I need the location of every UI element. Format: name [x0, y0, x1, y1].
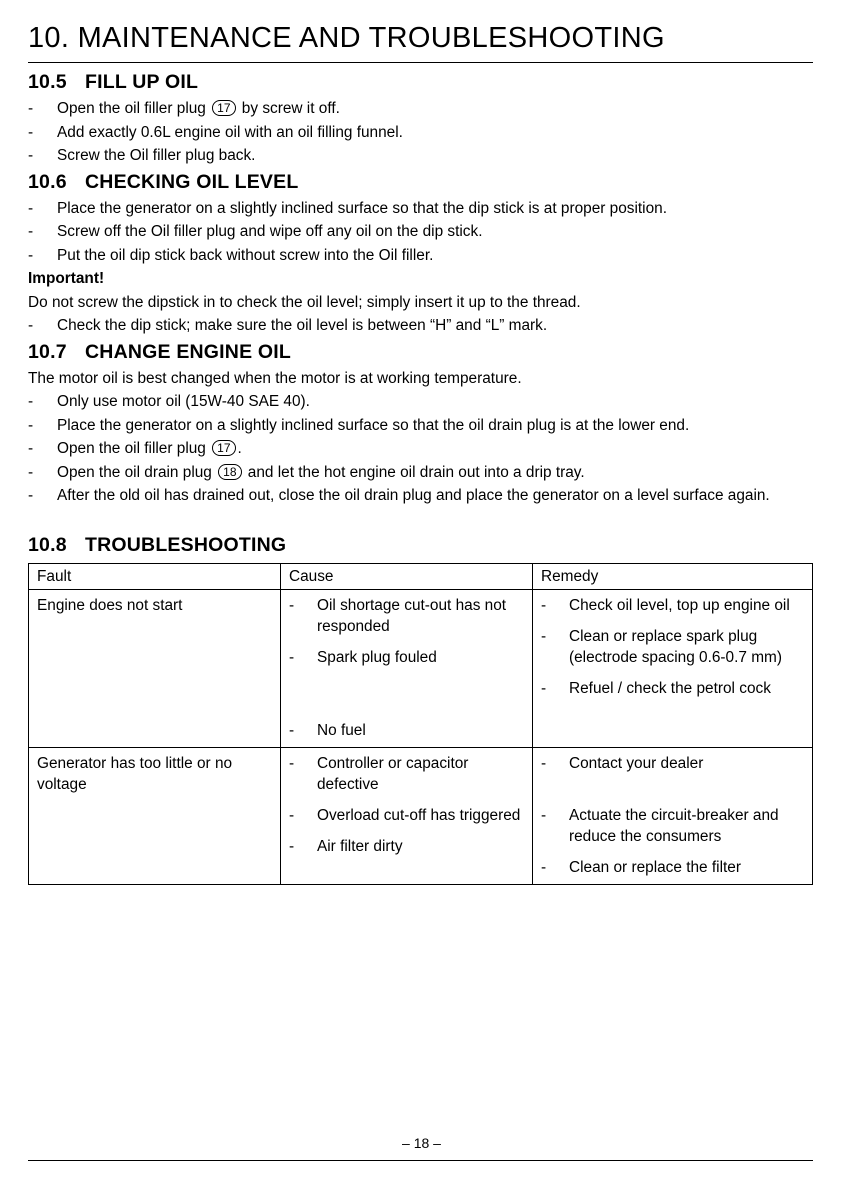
- bullet-dash: -: [541, 754, 547, 772]
- fault-text: Engine does not start: [37, 596, 183, 614]
- item-text: Check the dip stick; make sure the oil level is between “H” and “L” mark.: [57, 317, 548, 334]
- item-text: Put the oil dip stick back without screw into the Oil filler.: [57, 246, 434, 264]
- list-item: [28, 197, 818, 221]
- bullet-dash: -: [28, 440, 34, 457]
- section-number: 10.8: [28, 533, 67, 556]
- page-number: – 18 –: [402, 1135, 441, 1151]
- cause-text: Oil shortage cut-out has not responded: [317, 596, 507, 635]
- table-header-row: [29, 563, 813, 589]
- list-item: [28, 244, 818, 268]
- item-text: Open the oil drain plug: [57, 463, 212, 481]
- item-text: by screw it off.: [241, 100, 340, 117]
- section-number: 10.5: [28, 71, 67, 93]
- column-header-cause: Cause: [281, 563, 533, 589]
- list-item: [28, 414, 818, 438]
- remedy-text: Clean or replace spark plug (electrode spacing 0.6-0.7 mm): [569, 627, 782, 666]
- item-text: .: [237, 440, 242, 457]
- bullet-dash: -: [289, 837, 295, 855]
- column-header-remedy: Remedy: [533, 563, 813, 589]
- list-item: [28, 144, 818, 168]
- cause-cell: [281, 589, 533, 747]
- list-item: [28, 390, 818, 414]
- item-text: After the old oil has drained out, close the oil drain plug and place the generator on a level surface again.: [57, 487, 770, 504]
- cause-entry: [289, 647, 525, 668]
- page-title: 10. MAINTENANCE AND TROUBLESHOOTING: [28, 22, 665, 54]
- bullet-dash: -: [28, 100, 34, 117]
- bullet-dash: -: [289, 721, 295, 739]
- section-intro: The motor oil is best changed when the motor is at working temperature.: [28, 369, 522, 387]
- bullet-dash: -: [28, 223, 34, 240]
- item-text: Place the generator on a slightly inclined surface so that the dip stick is at proper position.: [57, 199, 667, 217]
- cause-text: Air filter dirty: [317, 837, 403, 855]
- section-heading-change-oil: [28, 338, 818, 367]
- section-number: 10.7: [28, 340, 67, 363]
- bullet-dash: -: [28, 123, 34, 141]
- bullet-dash: -: [28, 246, 34, 264]
- cause-text: Spark plug fouled: [317, 648, 437, 666]
- bullet-dash: -: [28, 147, 34, 164]
- bullet-dash: -: [28, 317, 34, 334]
- cause-text: No fuel: [317, 721, 366, 739]
- part-reference-badge: 17: [212, 100, 235, 116]
- bullet-dash: -: [541, 679, 547, 697]
- item-text: Open the oil filler plug: [57, 440, 206, 457]
- item-text: Add exactly 0.6L engine oil with an oil filling funnel.: [57, 123, 403, 141]
- bullet-dash: -: [289, 596, 295, 614]
- remedy-entry: [541, 753, 805, 774]
- item-text: Screw off the Oil filler plug and wipe off any oil on the dip stick.: [57, 223, 483, 240]
- cause-entry: [289, 836, 525, 857]
- list-item: [28, 97, 818, 121]
- cause-entry: [289, 595, 525, 637]
- item-text: Open the oil filler plug: [57, 100, 206, 117]
- cause-entry: [289, 753, 525, 795]
- header-divider: [28, 62, 813, 63]
- page-content: [28, 68, 818, 885]
- bullet-dash: -: [541, 627, 547, 645]
- section-title: CHANGE ENGINE OIL: [85, 340, 291, 363]
- remedy-text: Actuate the circuit-breaker and reduce the consumers: [569, 806, 779, 845]
- bullet-dash: -: [28, 393, 34, 410]
- section-title: FILL UP OIL: [85, 71, 199, 93]
- bullet-dash: -: [541, 858, 547, 876]
- list-item: [28, 314, 818, 338]
- cause-entry: [289, 720, 525, 741]
- bullet-dash: -: [28, 199, 34, 217]
- bullet-dash: -: [28, 463, 34, 481]
- table-row: [29, 747, 813, 884]
- remedy-text: Check oil level, top up engine oil: [569, 596, 790, 614]
- bullet-dash: -: [289, 806, 295, 824]
- part-reference-badge: 17: [212, 440, 235, 456]
- section-title: CHECKING OIL LEVEL: [85, 170, 299, 193]
- remedy-text: Clean or replace the filter: [569, 858, 741, 876]
- item-text: Place the generator on a slightly inclined surface so that the oil drain plug is at the lower end.: [57, 416, 690, 434]
- remedy-entry: [541, 595, 805, 616]
- remedy-entry: [541, 805, 805, 847]
- section-title: TROUBLESHOOTING: [85, 533, 287, 556]
- list-item: [28, 461, 818, 485]
- fault-cell: [29, 589, 281, 747]
- cause-entry: [289, 805, 525, 826]
- list-item: [28, 437, 818, 461]
- bullet-dash: -: [289, 648, 295, 666]
- remedy-text: Contact your dealer: [569, 754, 704, 772]
- fault-text: Generator has too little or no voltage: [37, 754, 233, 793]
- fault-cell: [29, 747, 281, 884]
- remedy-cell: [533, 589, 813, 747]
- section-number: 10.6: [28, 170, 67, 193]
- table-row: [29, 589, 813, 747]
- list-item: [28, 484, 818, 508]
- important-label: Important!: [28, 270, 105, 287]
- item-text: Only use motor oil (15W-40 SAE 40).: [57, 393, 310, 410]
- item-text: Screw the Oil filler plug back.: [57, 147, 256, 164]
- part-reference-badge: 18: [218, 464, 241, 480]
- important-note: Do not screw the dipstick in to check the oil level; simply insert it up to the thread.: [28, 293, 581, 311]
- list-item: [28, 220, 818, 244]
- cause-cell: [281, 747, 533, 884]
- remedy-text: Refuel / check the petrol cock: [569, 679, 771, 697]
- section-heading-troubleshooting: [28, 531, 818, 560]
- cause-text: Overload cut-off has triggered: [317, 806, 521, 824]
- bullet-dash: -: [541, 806, 547, 824]
- list-item: [28, 121, 818, 145]
- bullet-dash: -: [28, 416, 34, 434]
- troubleshooting-table: [28, 563, 813, 885]
- column-header-fault: Fault: [29, 563, 281, 589]
- bullet-dash: -: [289, 754, 295, 772]
- section-heading-fill-oil: [28, 68, 818, 97]
- remedy-entry: [541, 857, 805, 878]
- remedy-entry: [541, 678, 805, 699]
- bullet-dash: -: [541, 596, 547, 614]
- bullet-dash: -: [28, 487, 34, 504]
- cause-text: Controller or capacitor defective: [317, 754, 469, 793]
- item-text: and let the hot engine oil drain out into a drip tray.: [247, 463, 585, 481]
- remedy-entry: [541, 626, 805, 668]
- remedy-cell: [533, 747, 813, 884]
- footer-divider: [28, 1160, 813, 1161]
- section-heading-check-oil: [28, 168, 818, 197]
